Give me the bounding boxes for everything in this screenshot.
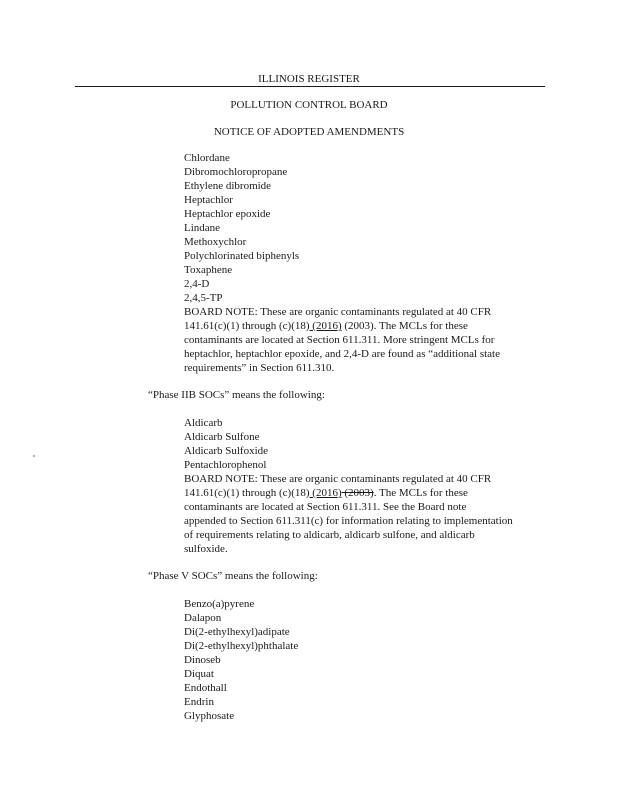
list-item: Di(2-ethylhexyl)phthalate xyxy=(184,640,299,652)
board-note-1 xyxy=(184,305,546,375)
list-item: Diquat xyxy=(184,668,214,680)
list-item: Heptachlor xyxy=(184,194,233,206)
list-item: Di(2-ethylhexyl)adipate xyxy=(184,626,290,638)
list-item: Dinoseb xyxy=(184,654,221,666)
list-item: Aldicarb Sulfoxide xyxy=(184,445,269,457)
board-note-2 xyxy=(184,472,546,556)
note-line: of requirements relating to aldicarb, aldicarb sulfone, and aldicarb xyxy=(184,529,475,541)
list-item: 2,4-D xyxy=(184,278,210,290)
note-line: appended to Section 611.311(c) for information relating to implementation xyxy=(184,515,513,527)
inserted-text: (2016) xyxy=(309,320,342,332)
list-item: Dibromochloropropane xyxy=(184,166,288,178)
register-title: ILLINOIS REGISTER xyxy=(258,73,360,85)
note-line: contaminants are located at Section 611.311. More stringent MCLs for xyxy=(184,334,495,346)
note-line: BOARD NOTE: These are organic contaminants regulated at 40 CFR xyxy=(184,306,492,318)
header-rule xyxy=(75,86,545,87)
note-line xyxy=(184,319,546,333)
section-heading-phase-v: “Phase V SOCs” means the following: xyxy=(148,570,318,582)
note-line: requirements” in Section 611.310. xyxy=(184,362,335,374)
note-line: sulfoxide. xyxy=(184,543,228,555)
note-line xyxy=(184,486,546,500)
list-item: Heptachlor epoxide xyxy=(184,208,271,220)
list-item: 2,4,5-TP xyxy=(184,292,223,304)
note-line: contaminants are located at Section 611.311. See the Board note xyxy=(184,501,467,513)
list-item: Lindane xyxy=(184,222,221,234)
list-item: Polychlorinated biphenyls xyxy=(184,250,300,262)
list-item: Chlordane xyxy=(184,152,230,164)
note-text: 141.61(c)(1) through (c)(18) xyxy=(184,320,310,332)
list-item: Methoxychlor xyxy=(184,236,247,248)
scan-speck xyxy=(33,455,35,457)
section-heading-phase-iib: “Phase IIB SOCs” means the following: xyxy=(148,389,325,401)
contaminant-list-3 xyxy=(184,597,544,723)
list-item: Toxaphene xyxy=(184,264,233,276)
contaminant-list-1 xyxy=(184,151,544,305)
list-item: Benzo(a)pyrene xyxy=(184,598,255,610)
inserted-text: (2016) xyxy=(309,487,342,499)
list-item: Endrin xyxy=(184,696,214,708)
deleted-text: (2003) xyxy=(341,487,374,499)
list-item: Endothall xyxy=(184,682,227,694)
list-item: Glyphosate xyxy=(184,710,235,722)
note-line: BOARD NOTE: These are organic contaminants regulated at 40 CFR xyxy=(184,473,492,485)
note-line: heptachlor, heptachlor epoxide, and 2,4-D are found as “additional state xyxy=(184,348,500,360)
note-text: (2003). The MCLs for these xyxy=(341,320,468,332)
note-text: . The MCLs for these xyxy=(373,487,468,499)
notice-title: NOTICE OF ADOPTED AMENDMENTS xyxy=(213,126,405,138)
list-item: Pentachlorophenol xyxy=(184,459,267,471)
list-item: Aldicarb Sulfone xyxy=(184,431,260,443)
contaminant-list-2 xyxy=(184,416,544,472)
list-item: Dalapon xyxy=(184,612,222,624)
note-text: 141.61(c)(1) through (c)(18) xyxy=(184,487,310,499)
list-item: Ethylene dibromide xyxy=(184,180,272,192)
board-name: POLLUTION CONTROL BOARD xyxy=(230,99,388,111)
list-item: Aldicarb xyxy=(184,417,223,429)
